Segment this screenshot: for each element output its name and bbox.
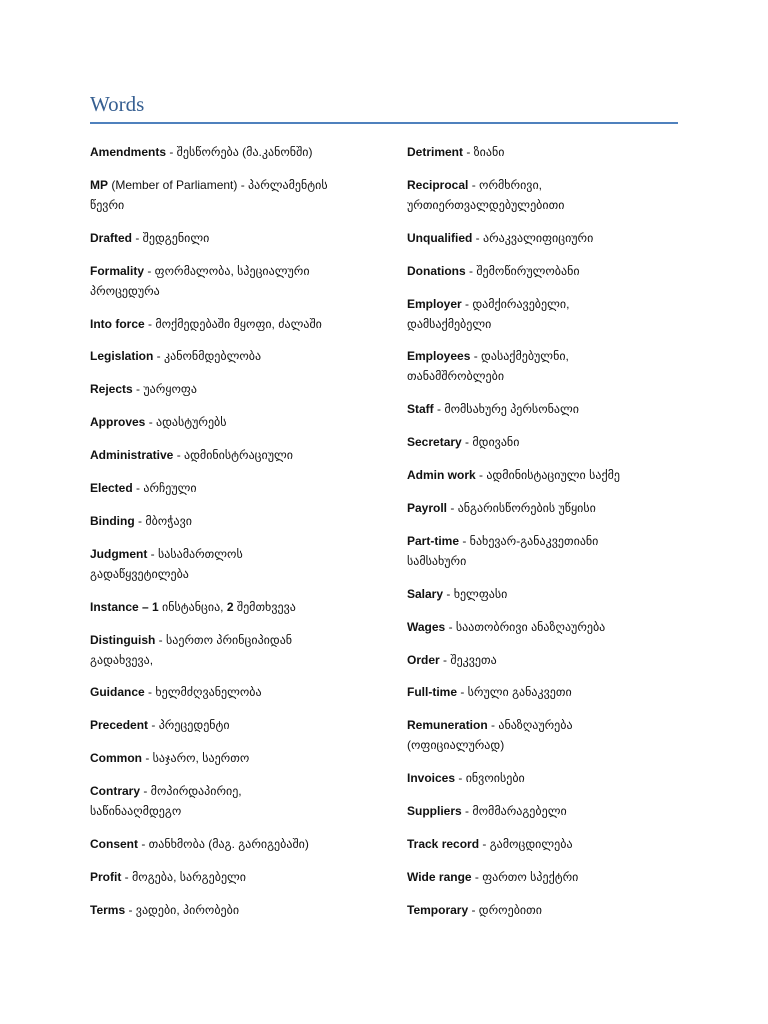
- vocab-term: Contrary: [90, 784, 141, 799]
- vocab-entry: [90, 682, 390, 702]
- vocab-entry: [407, 584, 707, 604]
- vocab-entry: [90, 900, 390, 920]
- vocab-term: Detriment: [407, 145, 464, 159]
- vocab-entry: [90, 544, 390, 584]
- vocab-term: Amendments: [90, 145, 167, 159]
- vocab-entry: [90, 228, 390, 248]
- vocab-entry: [90, 834, 390, 854]
- vocab-definition: - არჩეული: [132, 481, 197, 496]
- vocab-term: Legislation: [90, 349, 154, 364]
- vocab-entry: [90, 781, 390, 821]
- vocab-definition: - შეკვეთა: [439, 652, 497, 667]
- vocab-term: Temporary: [407, 902, 469, 917]
- vocab-definition: - ინვოისები: [455, 771, 525, 786]
- vocab-definition: - მდივანი: [461, 435, 520, 450]
- vocab-term: Instance – 1: [90, 599, 159, 614]
- vocab-term: Elected: [90, 481, 133, 496]
- vocab-definition: - თანხმობა (მაგ. გარიგებაში): [138, 837, 309, 852]
- vocab-definition: - არაკვალიფიციური: [472, 230, 594, 245]
- vocab-definition: - გამოცდილება: [479, 837, 573, 852]
- vocab-definition: - საჯარო, საერთო: [142, 751, 250, 766]
- vocab-term: Terms: [90, 902, 126, 917]
- vocab-entry: [407, 801, 707, 821]
- vocab-definition: - ხელმძღვანელობა: [144, 685, 262, 700]
- vocab-definition: - დამქირავებელი, დამსაქმებელი: [407, 296, 570, 331]
- vocab-entry: [90, 346, 390, 366]
- vocab-entry: [407, 650, 707, 670]
- vocab-term: Employer: [407, 296, 462, 311]
- vocab-term: Binding: [90, 513, 135, 528]
- vocab-term: Reciprocal: [407, 177, 469, 192]
- vocab-term: Rejects: [90, 382, 133, 397]
- vocab-term: Admin work: [407, 468, 476, 483]
- vocab-term: Consent: [90, 837, 138, 852]
- vocab-term: Distinguish: [90, 632, 156, 647]
- vocab-term: Full-time: [407, 685, 457, 700]
- vocab-definition: - ადმინისტაციული საქმე: [475, 468, 620, 483]
- vocab-entry: [90, 715, 390, 735]
- vocab-term: Order: [407, 652, 440, 667]
- vocab-definition: - მომსახურე პერსონალი: [433, 402, 579, 417]
- vocab-definition: - მოქმედებაში მყოფი, ძალაში: [144, 316, 322, 331]
- vocab-entry: [407, 617, 707, 637]
- vocab-term: Wide range: [407, 869, 472, 884]
- vocab-entry: [407, 175, 707, 215]
- vocab-definition: - ხელფასი: [443, 586, 508, 601]
- vocab-entry: [90, 314, 390, 334]
- vocab-entry: [407, 399, 707, 419]
- vocab-entry: [407, 768, 707, 788]
- vocab-entry: [407, 900, 707, 920]
- vocab-definition: - სრული განაკვეთი: [457, 685, 572, 700]
- vocab-term: MP: [90, 177, 108, 192]
- vocab-definition: - შედგენილი: [132, 230, 210, 245]
- vocab-entry: [407, 228, 707, 248]
- vocab-definition: - ზიანი: [463, 145, 505, 159]
- vocab-definition: - მომმარაგებელი: [461, 804, 567, 819]
- vocab-definition: ინსტანცია,: [158, 599, 227, 614]
- vocab-term: Wages: [407, 619, 446, 634]
- vocab-definition: - საათობრივი ანაზღაურება: [445, 619, 606, 634]
- vocab-term: Employees: [407, 349, 471, 364]
- vocab-entry: [407, 498, 707, 518]
- vocab-entry: [407, 465, 707, 485]
- vocab-term: Part-time: [407, 533, 460, 548]
- vocab-term: Approves: [90, 415, 146, 430]
- vocab-entry: [90, 511, 390, 531]
- vocab-definition: - ანგარისწორების უწყისი: [447, 501, 596, 516]
- vocab-term: Remuneration: [407, 718, 488, 733]
- vocab-term: Donations: [407, 263, 466, 278]
- vocab-term: 2: [226, 599, 234, 614]
- vocab-definition: შემთხვევა: [233, 599, 296, 614]
- vocab-definition: - ვადები, პირობები: [125, 902, 240, 917]
- vocab-term: Invoices: [407, 771, 456, 786]
- vocab-term: Formality: [90, 263, 145, 278]
- vocab-entry: [90, 175, 390, 215]
- vocab-definition: - ორმხრივი, ურთიერთვალდებულებითი: [407, 177, 565, 212]
- vocab-definition: - საერთო პრინციპიდან გადახვევა,: [90, 632, 293, 667]
- vocab-entry: [407, 531, 707, 571]
- vocab-term: Staff: [407, 402, 434, 417]
- vocab-entry: [90, 748, 390, 768]
- vocab-definition: - ფართო სპექტრი: [471, 869, 579, 884]
- vocab-definition: - მოგება, სარგებელი: [121, 869, 247, 884]
- vocab-definition: (Member of Parliament) - პარლამენტის წევრი: [90, 177, 328, 212]
- vocab-definition: - მოპირდაპირიე, საწინააღმდეგო: [90, 784, 242, 819]
- vocab-definition: - კანონმდებლობა: [153, 349, 262, 364]
- vocab-entry: [407, 432, 707, 452]
- vocab-entry: [90, 261, 390, 301]
- page-heading: Words: [90, 92, 145, 116]
- heading-rule: [90, 122, 678, 124]
- vocab-definition: - ნახევარ-განაკვეთიანი სამსახური: [407, 533, 599, 568]
- vocab-definition: - ანაზღაურება (ოფიციალურად): [407, 718, 573, 753]
- vocab-entry: [407, 834, 707, 854]
- vocab-definition: - დროებითი: [468, 902, 542, 917]
- vocab-term: Precedent: [90, 718, 149, 733]
- vocab-entry: [407, 142, 707, 162]
- vocab-term: Guidance: [90, 685, 145, 700]
- vocab-term: Unqualified: [407, 230, 473, 245]
- vocab-entry: [407, 715, 707, 755]
- vocab-entry: [407, 867, 707, 887]
- vocab-definition: - ადასტურებს: [145, 415, 227, 430]
- vocab-entry: [407, 346, 707, 386]
- vocab-term: Profit: [90, 869, 122, 884]
- vocab-entry: [90, 478, 390, 498]
- vocab-entry: [90, 142, 390, 162]
- vocab-term: Track record: [407, 837, 480, 852]
- vocab-term: Drafted: [90, 230, 133, 245]
- vocab-term: Suppliers: [407, 804, 462, 819]
- vocab-entry: [90, 630, 390, 670]
- vocab-term: Administrative: [90, 448, 174, 463]
- vocab-definition: - უარყოფა: [132, 382, 197, 397]
- vocab-term: Secretary: [407, 435, 462, 450]
- vocab-entry: [90, 412, 390, 432]
- vocab-entry: [407, 261, 707, 281]
- vocab-definition: - მბოჭავი: [134, 513, 192, 528]
- vocab-column-right: [407, 142, 707, 933]
- vocab-definition: - დასაქმებულნი, თანამშრობლები: [407, 349, 569, 384]
- vocab-definition: - სასამართლოს გადაწყვეტილება: [90, 546, 243, 581]
- vocab-definition: - პრეცედენტი: [148, 718, 230, 733]
- vocab-term: Payroll: [407, 501, 448, 516]
- vocab-term: Common: [90, 751, 142, 766]
- vocab-entry: [407, 294, 707, 334]
- vocab-entry: [90, 445, 390, 465]
- vocab-definition: - შესწორება (მა.კანონში): [166, 145, 313, 159]
- vocab-definition: - შემოწირულობანი: [465, 263, 580, 278]
- vocab-definition: - ფორმალობა, სპეციალური პროცედურა: [90, 263, 310, 298]
- vocab-definition: - ადმინისტრაციული: [173, 448, 293, 463]
- vocab-entry: [90, 597, 390, 617]
- vocab-column-left: [90, 142, 390, 933]
- vocab-entry: [407, 682, 707, 702]
- vocab-term: Into force: [90, 316, 145, 331]
- vocab-entry: [90, 379, 390, 399]
- vocab-term: Salary: [407, 586, 444, 601]
- vocab-term: Judgment: [90, 546, 148, 561]
- vocab-entry: [90, 867, 390, 887]
